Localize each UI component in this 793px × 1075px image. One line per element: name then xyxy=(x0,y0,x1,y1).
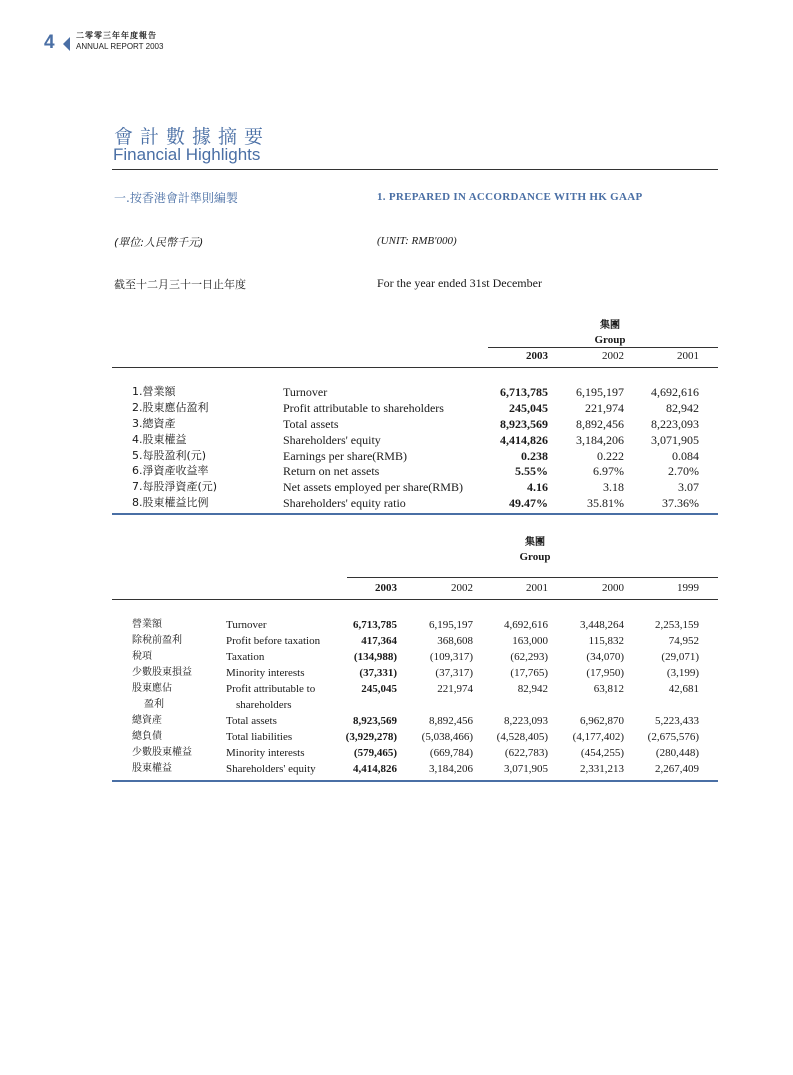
row-label-zh: 股東應佔 xyxy=(132,683,172,694)
cell-value: (29,071) xyxy=(661,651,699,663)
table1-divider xyxy=(112,367,718,368)
cell-value: 8,892,456 xyxy=(429,715,473,727)
table2-bottom-rule xyxy=(112,780,718,782)
table2-header-rule xyxy=(347,577,718,578)
cell-value: (62,293) xyxy=(510,651,548,663)
cell-value: 35.81% xyxy=(587,496,624,510)
cell-value: 0.222 xyxy=(597,449,624,463)
cell-value: 8,223,093 xyxy=(504,715,548,727)
cell-value: 5,223,433 xyxy=(655,715,699,727)
row-label-en: Profit attributable to shareholders xyxy=(283,401,444,415)
cell-value: 8,892,456 xyxy=(576,417,624,431)
table1-row xyxy=(0,416,793,432)
cell-value: (669,784) xyxy=(429,747,473,759)
cell-value: (454,255) xyxy=(580,747,624,759)
table2-row-continuation xyxy=(0,697,793,713)
table2-year-header: 2001 xyxy=(526,582,548,594)
cell-value: (2,675,576) xyxy=(647,731,699,743)
cell-value: (5,038,466) xyxy=(421,731,473,743)
cell-value: 8,923,569 xyxy=(353,715,397,727)
table1-row xyxy=(0,448,793,464)
unit-note-en: (UNIT: RMB'000) xyxy=(377,235,457,247)
year-ended-en: For the year ended 31st December xyxy=(377,276,542,290)
row-label-zh: 除稅前盈利 xyxy=(132,635,182,646)
cell-value: (109,317) xyxy=(429,651,473,663)
row-label-zh: 總負債 xyxy=(132,731,162,742)
cell-value: 3,071,905 xyxy=(504,763,548,775)
cell-value: (134,988) xyxy=(353,651,397,663)
cell-value: 3.07 xyxy=(678,480,699,494)
header-report-title-zh: 二零零三年年度報告 xyxy=(76,31,157,40)
cell-value: 3,184,206 xyxy=(429,763,473,775)
cell-value: 8,223,093 xyxy=(651,417,699,431)
cell-value: 82,942 xyxy=(517,683,548,695)
table2-row xyxy=(0,649,793,665)
row-label-zh: 8.股東權益比例 xyxy=(132,496,209,509)
cell-value: 6,713,785 xyxy=(353,619,397,631)
cell-value: (37,331) xyxy=(359,667,397,679)
row-label-en: Taxation xyxy=(226,651,265,663)
row-label-zh: 1.營業額 xyxy=(132,385,176,398)
row-label-en: Earnings per share(RMB) xyxy=(283,449,407,463)
row-label-en: Turnover xyxy=(283,385,328,399)
row-label-zh: 盈利 xyxy=(144,699,164,710)
cell-value: 74,952 xyxy=(668,635,699,647)
row-label-en: shareholders xyxy=(236,699,292,711)
row-label-en: Shareholders' equity ratio xyxy=(283,496,406,510)
table2-year-header: 2000 xyxy=(602,582,624,594)
cell-value: (4,177,402) xyxy=(572,731,624,743)
table2-row xyxy=(0,713,793,729)
row-label-zh: 2.股東應佔盈利 xyxy=(132,401,209,414)
row-label-en: Minority interests xyxy=(226,667,305,679)
cell-value: 417,364 xyxy=(361,635,397,647)
table2-row xyxy=(0,745,793,761)
row-label-zh: 股東權益 xyxy=(132,763,172,774)
cell-value: 42,681 xyxy=(668,683,699,695)
cell-value: (34,070) xyxy=(586,651,624,663)
table1-group-header xyxy=(560,316,660,346)
table1-bottom-rule xyxy=(112,513,718,515)
table2-row xyxy=(0,665,793,681)
cell-value: 82,942 xyxy=(666,401,699,415)
table1-row xyxy=(0,463,793,479)
cell-value: (4,528,405) xyxy=(496,731,548,743)
title-divider xyxy=(112,169,718,170)
section-heading-en: 1. PREPARED IN ACCORDANCE WITH HK GAAP xyxy=(377,191,643,203)
cell-value: (17,765) xyxy=(510,667,548,679)
row-label-zh: 4.股東權益 xyxy=(132,433,187,446)
page-number: 4 xyxy=(44,32,55,53)
cell-value: 2,253,159 xyxy=(655,619,699,631)
table1-year-header: 2003 xyxy=(526,350,548,362)
row-label-en: Turnover xyxy=(226,619,267,631)
cell-value: 8,923,569 xyxy=(500,417,548,431)
row-label-zh: 3.總資產 xyxy=(132,417,176,430)
row-label-en: Net assets employed per share(RMB) xyxy=(283,480,463,494)
cell-value: 4,414,826 xyxy=(353,763,397,775)
header-report-title-en: ANNUAL REPORT 2003 xyxy=(76,42,164,51)
table2-row xyxy=(0,761,793,777)
table1-year-header: 2002 xyxy=(602,350,624,362)
cell-value: (622,783) xyxy=(504,747,548,759)
cell-value: 6,962,870 xyxy=(580,715,624,727)
row-label-en: Minority interests xyxy=(226,747,305,759)
row-label-en: Return on net assets xyxy=(283,464,380,478)
cell-value: 6,713,785 xyxy=(500,385,548,399)
table1-row xyxy=(0,495,793,511)
cell-value: 6,195,197 xyxy=(576,385,624,399)
table1-row xyxy=(0,400,793,416)
table2-divider xyxy=(112,599,718,600)
row-label-en: Total assets xyxy=(283,417,339,431)
row-label-en: Total liabilities xyxy=(226,731,293,743)
table2-year-header: 1999 xyxy=(677,582,699,594)
cell-value: 245,045 xyxy=(509,401,548,415)
cell-value: 3.18 xyxy=(603,480,624,494)
row-label-en: Profit before taxation xyxy=(226,635,321,647)
page-title-en: Financial Highlights xyxy=(113,145,261,164)
unit-note-zh: (單位:人民幣千元) xyxy=(114,236,204,249)
table2-group-zh: 集團 xyxy=(525,537,545,548)
cell-value: (3,929,278) xyxy=(345,731,397,743)
row-label-zh: 少數股東權益 xyxy=(132,747,192,758)
cell-value: 4,692,616 xyxy=(504,619,548,631)
section-heading-zh: 一.按香港會計準則編製 xyxy=(114,191,238,205)
cell-value: 3,071,905 xyxy=(651,433,699,447)
table2-row xyxy=(0,617,793,633)
table2-group-header xyxy=(485,533,585,563)
page-title-zh: 會計數據摘要 xyxy=(114,126,271,148)
cell-value: 6.97% xyxy=(593,464,624,478)
row-label-zh: 總資產 xyxy=(132,715,162,726)
cell-value: 221,974 xyxy=(437,683,473,695)
cell-value: (17,950) xyxy=(586,667,624,679)
cell-value: 5.55% xyxy=(515,464,548,478)
table1-row xyxy=(0,479,793,495)
table1-year-header: 2001 xyxy=(677,350,699,362)
year-ended-zh: 截至十二月三十一日止年度 xyxy=(114,278,246,291)
cell-value: 3,448,264 xyxy=(580,619,624,631)
cell-value: 4,692,616 xyxy=(651,385,699,399)
row-label-en: Shareholders' equity xyxy=(283,433,381,447)
cell-value: 63,812 xyxy=(593,683,624,695)
cell-value: 49.47% xyxy=(509,496,548,510)
table2-group-en: Group xyxy=(519,551,551,563)
table2-row xyxy=(0,729,793,745)
table1-group-en: Group xyxy=(594,334,626,346)
cell-value: 368,608 xyxy=(437,635,473,647)
table1-group-zh: 集團 xyxy=(600,320,620,331)
table1-row xyxy=(0,384,793,400)
cell-value: 2,331,213 xyxy=(580,763,624,775)
cell-value: 6,195,197 xyxy=(429,619,473,631)
cell-value: 4.16 xyxy=(527,480,548,494)
table1-row xyxy=(0,432,793,448)
row-label-zh: 6.淨資產收益率 xyxy=(132,464,209,477)
cell-value: 245,045 xyxy=(361,683,397,695)
table2-year-header: 2003 xyxy=(375,582,397,594)
row-label-zh: 營業額 xyxy=(132,619,162,630)
cell-value: 0.238 xyxy=(521,449,548,463)
row-label-zh: 少數股東損益 xyxy=(132,667,192,678)
row-label-en: Profit attributable to xyxy=(226,683,316,695)
cell-value: 0.084 xyxy=(672,449,699,463)
row-label-zh: 5.每股盈利(元) xyxy=(132,449,207,462)
row-label-zh: 稅項 xyxy=(132,651,152,662)
table1-header-rule xyxy=(488,347,718,348)
cell-value: 4,414,826 xyxy=(500,433,548,447)
cell-value: (37,317) xyxy=(435,667,473,679)
cell-value: 221,974 xyxy=(585,401,624,415)
cell-value: 115,832 xyxy=(588,635,624,647)
table2-row xyxy=(0,633,793,649)
row-label-en: Total assets xyxy=(226,715,277,727)
cell-value: 163,000 xyxy=(512,635,548,647)
table2-row xyxy=(0,681,793,697)
header-triangle-icon xyxy=(63,37,70,51)
cell-value: 2.70% xyxy=(668,464,699,478)
cell-value: (280,448) xyxy=(655,747,699,759)
row-label-zh: 7.每股淨資產(元) xyxy=(132,480,218,493)
cell-value: (3,199) xyxy=(666,667,699,679)
table2-year-header: 2002 xyxy=(451,582,473,594)
cell-value: 37.36% xyxy=(662,496,699,510)
cell-value: 3,184,206 xyxy=(576,433,624,447)
row-label-en: Shareholders' equity xyxy=(226,763,316,775)
cell-value: (579,465) xyxy=(353,747,397,759)
cell-value: 2,267,409 xyxy=(655,763,699,775)
